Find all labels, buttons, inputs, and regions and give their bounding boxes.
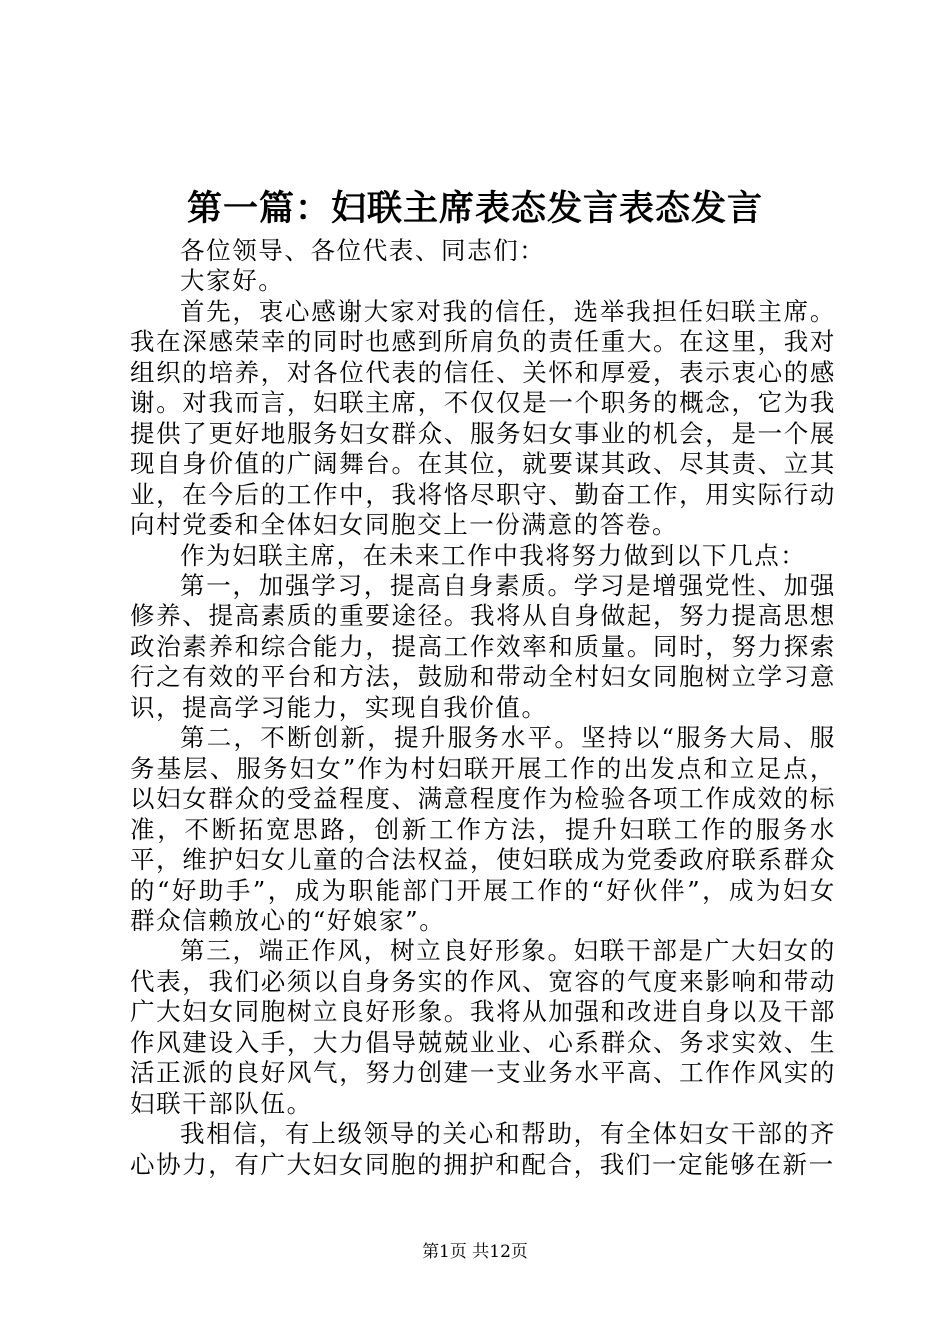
document-body bbox=[130, 236, 836, 1180]
paragraph-salutation: 各位领导、各位代表、同志们： bbox=[180, 236, 546, 265]
paragraph-point-one: 第一，加强学习，提高自身素质。学习是增强党性、加强修养、提高素质的重要途径。我将从自身做起，努力提高思想政治素养和综合能力，提高工作效率和质量。同时，努力探索行之有效的平台和方法，鼓励和带动全村妇女同胞树立学习意识，提高学习能力，实现自我价值。 bbox=[130, 570, 836, 722]
paragraph-intro-points: 作为妇联主席，在未来工作中我将努力做到以下几点： bbox=[180, 540, 807, 570]
page-number-footer: 第1页 共12页 bbox=[422, 1242, 528, 1262]
document-title: 第一篇：妇联主席表态发言表态发言 bbox=[186, 188, 763, 229]
paragraph-thanks: 首先，衷心感谢大家对我的信任，选举我担任妇联主席。我在深感荣幸的同时也感到所肩负的责任重大。在这里，我对组织的培养，对各位代表的信任、关怀和厚爱，表示衷心的感谢。对我而言，妇联主席，不仅仅是一个职务的概念，它为我提供了更好地服务妇女群众、服务妇女事业的机会，是一个展现自身价值的广阔舞台。在其位，就要谋其政、尽其责、立其业，在今后的工作中，我将恪尽职守、勤奋工作，用实际行动向村党委和全体妇女同胞交上一份满意的答卷。 bbox=[130, 296, 836, 540]
paragraph-point-two: 第二，不断创新，提升服务水平。坚持以“服务大局、服务基层、服务妇女”作为村妇联开展工作的出发点和立足点，以妇女群众的受益程度、满意程度作为检验各项工作成效的标准，不断拓宽思路，创新工作方法，提升妇联工作的服务水平，维护妇女儿童的合法权益，使妇联成为党委政府联系群众的“好助手”，成为职能部门开展工作的“好伙伴”，成为妇女群众信赖放心的“好娘家”。 bbox=[130, 723, 836, 935]
paragraph-greeting: 大家好。 bbox=[180, 266, 285, 296]
paragraph-closing: 我相信，有上级领导的关心和帮助，有全体妇女干部的齐心协力，有广大妇女同胞的拥护和配合，我们一定能够在新一 bbox=[130, 1119, 836, 1179]
paragraph-point-three: 第三，端正作风，树立良好形象。妇联干部是广大妇女的代表，我们必须以自身务实的作风、宽容的气度来影响和带动广大妇女同胞树立良好形象。我将从加强和改进自身以及干部作风建设入手，大力倡导兢兢业业、心系群众、务求实效、生活正派的良好风气，努力创建一支业务水平高、工作作风实的妇联干部队伍。 bbox=[130, 936, 836, 1118]
